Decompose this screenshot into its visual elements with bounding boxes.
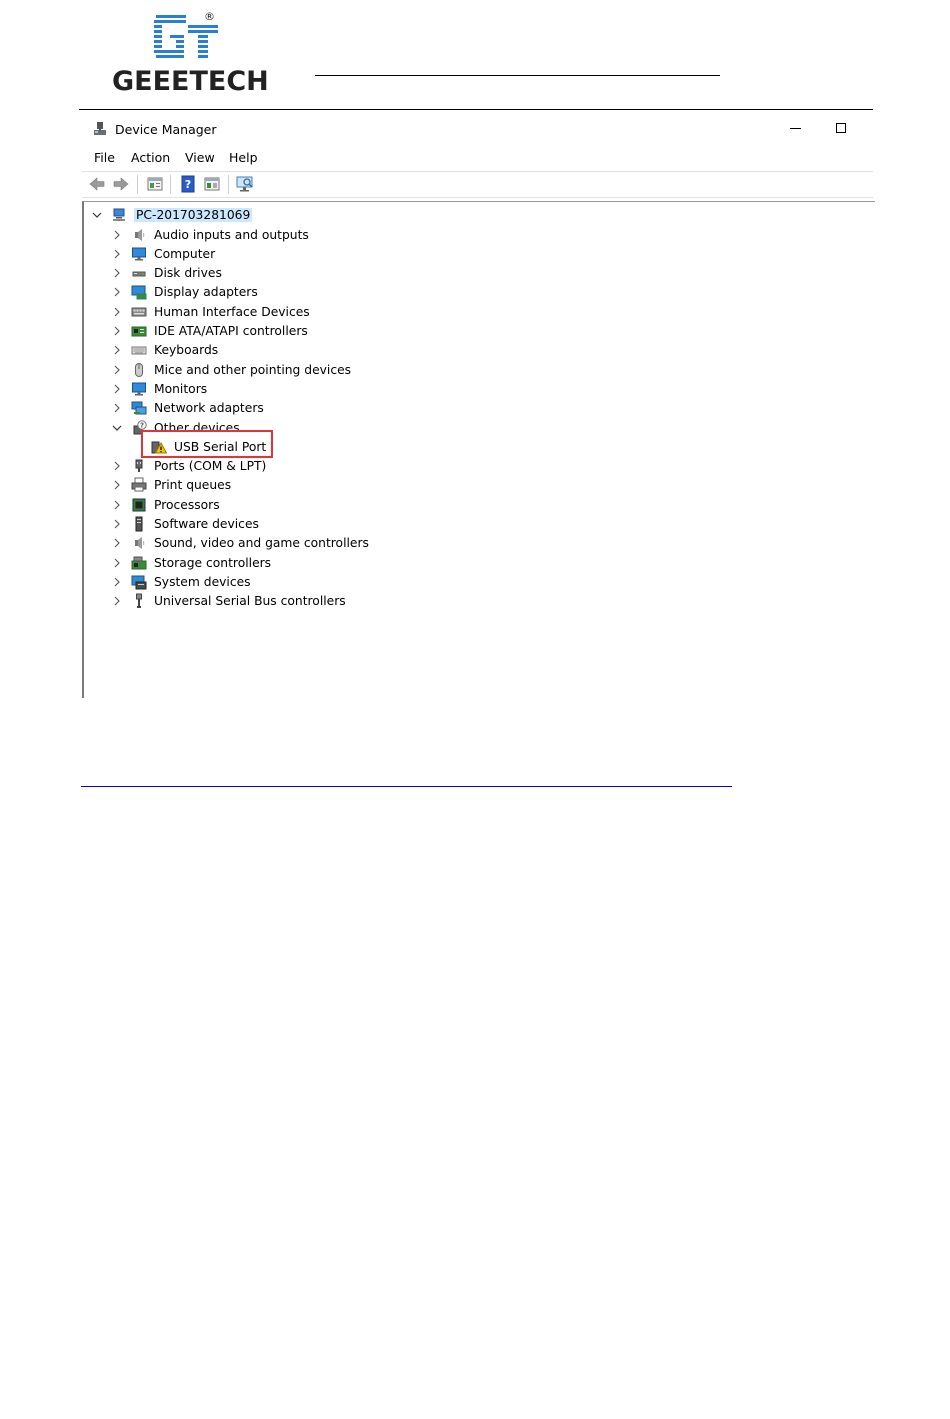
chevron-down-icon[interactable]	[112, 423, 122, 433]
chevron-right-icon[interactable]	[112, 577, 122, 587]
tree-category[interactable]	[112, 282, 258, 301]
port-icon	[131, 458, 147, 474]
chevron-right-icon[interactable]	[112, 403, 122, 413]
menu-file[interactable]: File	[94, 150, 115, 165]
tree-root[interactable]	[92, 205, 252, 224]
tree-item-label: Display adapters	[154, 284, 258, 299]
menu-action[interactable]: Action	[131, 150, 171, 165]
window-title: Device Manager	[115, 122, 217, 137]
network-icon	[131, 400, 147, 416]
tree-item-label: System devices	[154, 574, 251, 589]
toolbar-separator	[137, 175, 138, 194]
tree-item-label: IDE ATA/ATAPI controllers	[154, 323, 308, 338]
svg-text:?: ?	[139, 421, 145, 429]
help-icon[interactable]	[179, 175, 197, 193]
tree-item-label: Network adapters	[154, 400, 264, 415]
brand-name: GEEETECH	[112, 66, 269, 97]
storage-controller-icon	[131, 555, 147, 571]
chevron-right-icon[interactable]	[112, 480, 122, 490]
chevron-right-icon[interactable]	[112, 500, 122, 510]
back-arrow-icon[interactable]	[88, 175, 106, 193]
speaker-icon	[131, 227, 147, 243]
tree-category[interactable]	[112, 591, 346, 610]
tree-category[interactable]	[112, 533, 369, 552]
computer-root-icon	[111, 207, 127, 223]
scan-hardware-icon[interactable]	[236, 175, 254, 193]
menu-view[interactable]: View	[185, 150, 215, 165]
usb-icon	[131, 593, 147, 609]
tree-item-label: Mice and other pointing devices	[154, 362, 352, 377]
tree-item-label: Human Interface Devices	[154, 304, 310, 319]
system-device-icon	[131, 574, 147, 590]
mouse-icon	[131, 362, 147, 378]
tree-category[interactable]	[112, 263, 222, 282]
tree-item-label: Monitors	[154, 381, 208, 396]
svg-text:?: ?	[184, 178, 192, 191]
chevron-right-icon[interactable]	[112, 307, 122, 317]
chevron-right-icon[interactable]	[112, 249, 122, 259]
properties-icon[interactable]	[146, 175, 164, 193]
tree-item-label: Audio inputs and outputs	[154, 227, 309, 242]
link-underline	[81, 786, 732, 787]
tree-category[interactable]	[112, 475, 231, 494]
tree-item-label: Other devices	[154, 420, 240, 435]
chevron-right-icon[interactable]	[112, 558, 122, 568]
speaker-icon	[131, 535, 147, 551]
tree-category[interactable]	[112, 302, 310, 321]
title-bar	[82, 111, 873, 145]
chevron-right-icon[interactable]	[112, 230, 122, 240]
chevron-right-icon[interactable]	[112, 345, 122, 355]
toolbar-separator	[228, 175, 229, 194]
chevron-right-icon[interactable]	[112, 365, 122, 375]
header-rule	[315, 75, 720, 76]
printer-icon	[131, 477, 147, 493]
chevron-right-icon[interactable]	[112, 287, 122, 297]
chevron-right-icon[interactable]	[112, 268, 122, 278]
chevron-down-icon[interactable]	[92, 210, 102, 220]
device-manager-window	[82, 111, 873, 697]
tree-item-label: Universal Serial Bus controllers	[154, 593, 346, 608]
tree-category[interactable]	[112, 225, 309, 244]
forward-arrow-icon[interactable]	[112, 175, 130, 193]
toolbar-separator	[170, 175, 171, 194]
chevron-right-icon[interactable]	[112, 384, 122, 394]
tree-category[interactable]	[112, 379, 207, 398]
menu-help[interactable]: Help	[229, 150, 258, 165]
minimize-button[interactable]	[790, 128, 801, 129]
tree-item-label: Software devices	[154, 516, 259, 531]
highlight-box	[141, 430, 273, 458]
chevron-right-icon[interactable]	[112, 519, 122, 529]
keyboard-icon	[131, 342, 147, 358]
tree-item-label: Computer	[154, 246, 216, 261]
tree-category[interactable]	[112, 553, 271, 572]
monitor-icon	[131, 246, 147, 262]
update-driver-icon[interactable]	[203, 175, 221, 193]
chevron-right-icon[interactable]	[112, 461, 122, 471]
disk-drive-icon	[131, 265, 147, 281]
tree-item-label: Sound, video and game controllers	[154, 535, 369, 550]
tree-item-label: Processors	[154, 497, 220, 512]
geeetech-logo	[112, 12, 272, 98]
toolbar	[82, 171, 873, 198]
registered-mark: ®	[204, 10, 215, 23]
chevron-right-icon[interactable]	[112, 596, 122, 606]
processor-icon	[131, 497, 147, 513]
tree-item-label: USB Serial Port	[174, 439, 267, 454]
tree-category[interactable]	[112, 514, 259, 533]
tree-category[interactable]	[112, 340, 218, 359]
tree-item-label: Print queues	[154, 477, 232, 492]
tree-category[interactable]	[112, 244, 215, 263]
tree-item-label: PC-201703281069	[136, 207, 251, 222]
tree-category[interactable]	[112, 456, 266, 475]
tree-item-label: Storage controllers	[154, 555, 272, 570]
tree-category[interactable]	[112, 572, 251, 591]
monitor-icon	[131, 381, 147, 397]
tree-item-label: Keyboards	[154, 342, 219, 357]
tree-category[interactable]	[112, 360, 351, 379]
tree-category[interactable]	[112, 321, 308, 340]
gt-logo-mark-icon	[150, 12, 230, 64]
tree-item-label: Ports (COM & LPT)	[154, 458, 267, 473]
display-adapter-icon	[131, 284, 147, 300]
software-device-icon	[131, 516, 147, 532]
menu-bar	[82, 147, 873, 169]
chevron-right-icon[interactable]	[112, 326, 122, 336]
tree-category[interactable]	[112, 495, 220, 514]
chevron-right-icon[interactable]	[112, 538, 122, 548]
maximize-button[interactable]	[836, 123, 846, 133]
device-manager-icon	[92, 121, 108, 137]
tree-item-label: Disk drives	[154, 265, 222, 280]
tree-category[interactable]	[112, 398, 264, 417]
page-separator	[79, 109, 873, 110]
ide-controller-icon	[131, 323, 147, 339]
hid-icon	[131, 304, 147, 320]
